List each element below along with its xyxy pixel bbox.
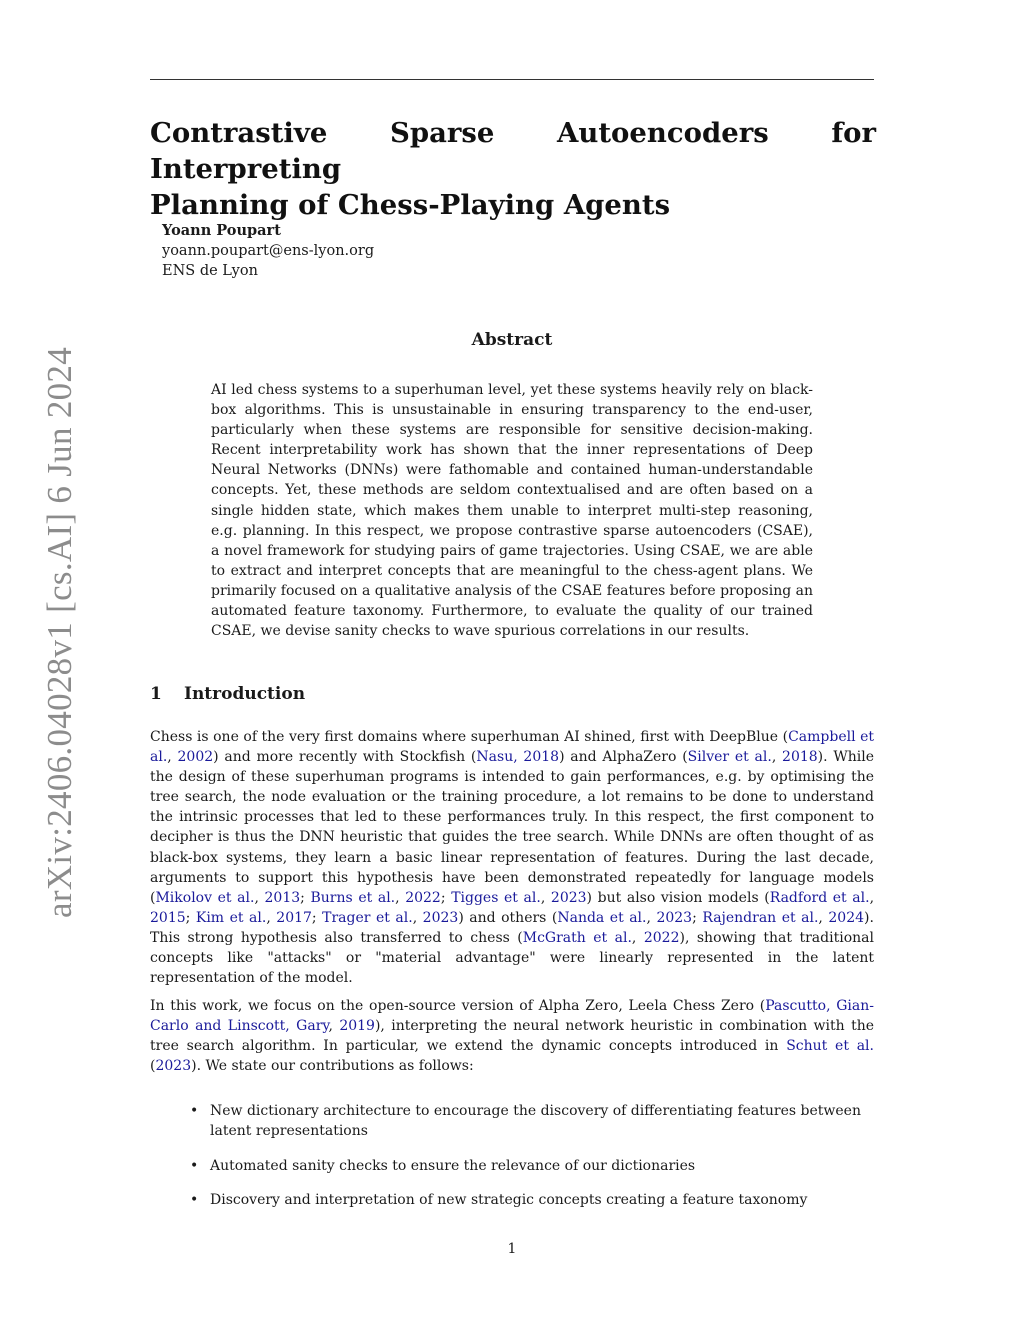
citation-link[interactable]: Radford et al. [769,889,870,906]
bullet-icon: • [190,1192,199,1209]
text-run: ; [692,909,703,926]
citation-link[interactable]: Burns et al. [310,889,396,906]
text-run: , [254,889,265,906]
citation-link[interactable]: Silver et al. [687,749,772,766]
citation-link[interactable]: 2013 [264,889,301,906]
citation-link[interactable]: 2024 [828,909,865,926]
text-run: ), interpreting the neural network heuristic in combination with the tree search algorithm. In particular, we extend the dynamic concepts introduced in [150,1018,874,1055]
page-number: 1 [507,1241,517,1257]
text-run: ) but also vision models ( [586,889,770,906]
citation-link[interactable]: 2015 [150,909,186,926]
abstract-heading: Abstract [471,330,553,350]
section-heading-introduction [150,684,305,704]
text-run: ; [311,909,323,926]
citation-link[interactable]: 2019 [339,1018,375,1035]
text-run: , [818,909,829,926]
text-run: ). This strong hypothesis also transferred to chess ( [150,909,874,946]
author-email[interactable]: yoann.poupart@ens-lyon.org [162,243,375,259]
list-item [186,1190,874,1210]
paper-title-line-2: Planning of Chess-Playing Agents [150,189,671,221]
section-title: Introduction [184,684,306,704]
text-run: ) and others ( [458,909,558,926]
text-run: , [540,889,551,906]
text-run: , [412,909,423,926]
contributions-list [186,1101,874,1225]
list-item [186,1156,874,1176]
citation-link[interactable]: Tigges et al. [451,889,541,906]
list-item [186,1101,874,1141]
text-run: , [395,889,406,906]
citation-link[interactable]: Rajendran et al. [702,909,819,926]
citation-link[interactable]: McGrath et al. [522,929,632,946]
abstract-text: AI led chess systems to a superhuman level, yet these systems heavily rely on black-box algorithms. This is unsustainable in ensuring transparency to the end-user, particularly when these systems are responsible for sensitive decision-making. Recent interpretability work has shown that the inner representations of Deep Neural Networks (DNNs) were fathomable and contained human-understandable concepts. Yet, these methods are seldom contextualised and are often based on a single hidden state, which makes them unable to interpret multi-step reasoning, e.g. planning. In this respect, we propose contrastive sparse autoencoders (CSAE), a novel framework for studying pairs of game trajectories. Using CSAE, we are able to extract and interpret concepts that are meaningful to the chess-agent plans. We primarily focused on a qualitative analysis of the CSAE features before proposing an automated feature taxonomy. Furthermore, to evaluate the quality of our trained CSAE, we devise sanity checks to wave spurious correlations in our results. [211,382,813,640]
text-run: , [869,889,875,906]
text-run: ; [300,889,311,906]
paper-title [150,115,876,223]
citation-link[interactable]: Mikolov et al. [155,889,255,906]
paper-title-line-1: Contrastive Sparse Autoencoders for Interpreting [150,117,876,185]
list-item-text: Discovery and interpretation of new strategic concepts creating a feature taxonomy [210,1192,808,1209]
text-run: , [646,909,657,926]
citation-link[interactable]: Schut et al. [786,1038,874,1055]
text-run: , [771,749,783,766]
introduction-paragraph-2 [150,996,874,1076]
citation-link[interactable]: Nanda et al. [557,909,647,926]
text-run: ; [185,909,196,926]
citation-link[interactable]: 2002 [177,749,214,766]
author-block [162,221,374,281]
text-run: , [328,1018,340,1035]
text-run: ; [440,889,452,906]
text-run: , [266,909,277,926]
citation-link[interactable]: 2023 [550,889,587,906]
list-item-text: New dictionary architecture to encourage the discovery of differentiating features between latent representations [210,1103,861,1140]
top-rule [150,79,874,80]
citation-link[interactable]: Kim et al. [195,909,267,926]
citation-link[interactable]: 2023 [155,1058,192,1075]
citation-link[interactable]: 2022 [405,889,441,906]
text-run: ( [150,1058,156,1075]
text-run: ) and more recently with Stockfish ( [213,749,477,766]
citation-link[interactable]: 2017 [276,909,312,926]
text-run: ), showing that traditional concepts like "attacks" or "material advantage" were linearly represented in the latent representation of the model. [150,929,874,987]
citation-link[interactable]: 2018 [782,749,818,766]
text-run: , [167,749,178,766]
bullet-icon: • [190,1103,199,1119]
citation-link[interactable]: 2023 [422,909,459,926]
bullet-icon: • [190,1157,199,1174]
citation-link[interactable]: Pascutto, Gian-Carlo and Linscott, Gary [150,998,874,1035]
author-name: Yoann Poupart [162,222,281,239]
citation-link[interactable]: 2022 [643,929,680,946]
introduction-paragraph-1 [150,727,874,988]
text-run: In this work, we focus on the open-source version of Alpha Zero, Leela Chess Zero ( [150,998,766,1014]
text-run: ). While the design of these superhuman programs is intended to gain performances, e.g. by optimising the tree search, the node evaluation or the training procedure, a lot remains to be done to understand the intrinsic processes that led to these performances truly. In this respect, the first component to decipher is thus the DNN heuristic that guides the tree search. While DNNs are often thought of as black-box systems, they learn a basic linear representation of features. During the last decade, arguments to support this hypothesis have been demonstrated repeatedly for language models ( [150,749,874,906]
arxiv-identifier-stamp: arXiv:2406.04028v1 [cs.AI] 6 Jun 2024 [40,346,79,918]
citation-link[interactable]: Campbell et al. [150,729,875,766]
text-run: ) and AlphaZero ( [559,749,688,766]
list-item-text: Automated sanity checks to ensure the relevance of our dictionaries [210,1157,696,1174]
citation-link[interactable]: Nasu, 2018 [476,749,560,766]
author-affiliation: ENS de Lyon [162,263,258,279]
text-run: ). We state our contributions as follows: [191,1058,474,1075]
text-run: Chess is one of the very first domains where superhuman AI shined, first with DeepBlue ( [150,729,789,745]
citation-link[interactable]: Trager et al. [322,909,413,926]
citation-link[interactable]: 2023 [656,909,693,926]
section-number: 1 [150,684,162,704]
text-run: , [631,929,644,946]
